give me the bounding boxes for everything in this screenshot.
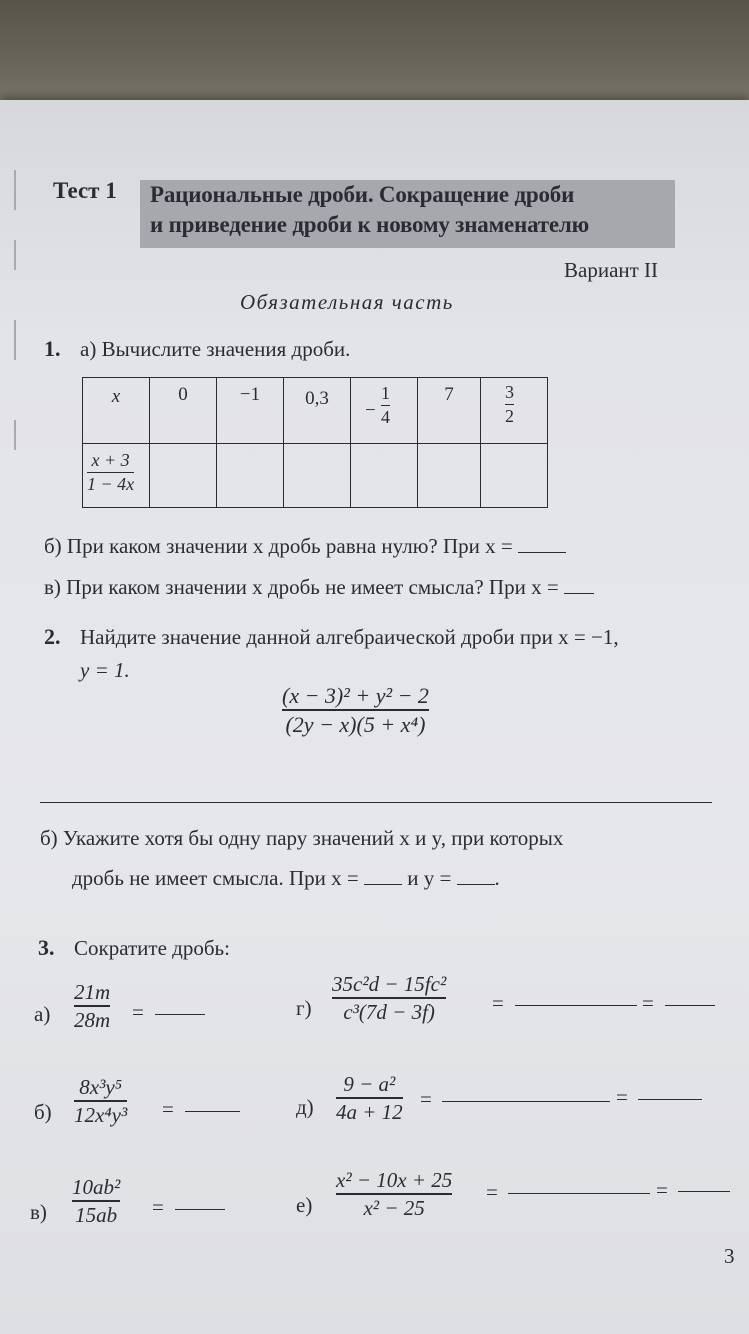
equals-sign: = <box>162 1097 174 1121</box>
equals-sign: = <box>656 1178 668 1202</box>
item-a-fraction <box>74 980 110 1032</box>
equals-sign: = <box>420 1087 432 1111</box>
minus-sign: − <box>365 400 376 421</box>
answer-cell[interactable] <box>217 444 284 508</box>
answer-cell[interactable] <box>284 444 351 508</box>
task-1-a-text: а) Вычислите значения дроби. <box>80 337 351 361</box>
answer-cell[interactable] <box>351 444 418 508</box>
item-d-label: д) <box>296 1095 314 1119</box>
task-2-text-line-1: Найдите значение данной алгебраической дроби при x = −1, <box>80 625 619 649</box>
answer-line[interactable] <box>175 1209 225 1210</box>
page-number: 3 <box>724 1244 735 1268</box>
table-cell-0-3: 0,3 <box>284 378 351 444</box>
title-line-2: и приведение дроби к новому знаменателю <box>150 212 589 237</box>
answer-blank[interactable] <box>518 551 566 553</box>
section-title: Обязательная часть <box>240 290 454 314</box>
answer-line[interactable] <box>40 802 712 803</box>
answer-blank[interactable] <box>564 592 594 594</box>
answer-line[interactable] <box>638 1099 702 1100</box>
period: . <box>494 866 500 890</box>
table-row-2-label <box>83 444 150 508</box>
fraction-denominator: 4a + 12 <box>336 1099 403 1124</box>
task-2-expression <box>282 683 429 738</box>
answer-cell[interactable] <box>481 444 548 508</box>
task-2-b-line-1: б) Укажите хотя бы одну пару значений x и y, при которых <box>40 826 564 850</box>
fraction-numerator: 10ab² <box>72 1175 121 1199</box>
fraction-denominator: c³(7d − 3f) <box>343 999 435 1024</box>
page-edge-mark <box>14 320 16 360</box>
answer-line[interactable] <box>185 1111 240 1112</box>
task-2-text-line-2: y = 1. <box>80 658 130 682</box>
answer-cell[interactable] <box>418 444 481 508</box>
fraction-numerator: x² − 10x + 25 <box>336 1168 453 1192</box>
title-line-1: Рациональные дроби. Сокращение дроби <box>150 182 575 207</box>
page-edge-mark <box>14 240 16 270</box>
answer-line[interactable] <box>442 1101 610 1102</box>
values-table <box>82 377 548 508</box>
task-2-number: 2. <box>44 624 61 649</box>
task-2-b-text-y: и y = <box>407 866 452 890</box>
table-head-x: x <box>83 378 150 444</box>
test-label: Тест 1 <box>53 178 117 203</box>
page-edge-mark <box>14 170 16 210</box>
task-2-b-line-2 <box>72 866 500 891</box>
fraction-numerator: 9 − a² <box>343 1072 396 1096</box>
answer-blank-x[interactable] <box>364 883 402 885</box>
task-1-number: 1. <box>44 336 61 361</box>
background-wall <box>0 0 749 110</box>
answer-line[interactable] <box>665 1005 715 1006</box>
fraction-expression <box>87 450 134 495</box>
item-b-fraction <box>74 1075 127 1127</box>
item-g-label: г) <box>296 996 312 1020</box>
task-1-v-question: в) При каком значении x дробь не имеет смысла? При x = <box>44 575 559 599</box>
fraction-numerator: 21m <box>74 980 111 1004</box>
table-cell-0: 0 <box>150 378 217 444</box>
item-b-label: б) <box>34 1100 52 1124</box>
answer-line[interactable] <box>678 1191 730 1192</box>
fraction-denominator: x² − 25 <box>363 1195 425 1220</box>
page-edge-mark <box>14 420 16 450</box>
fraction-denominator: 28m <box>74 1007 111 1032</box>
table-cell-minus-1: −1 <box>217 378 284 444</box>
answer-cell[interactable] <box>150 444 217 508</box>
task-2-b-text-x: дробь не имеет смысла. При x = <box>72 866 359 890</box>
equals-sign: = <box>152 1195 164 1219</box>
item-g-fraction <box>332 972 446 1024</box>
fraction-denominator: 4 <box>381 407 390 428</box>
fraction-quarter <box>381 383 390 428</box>
fraction-denominator: 2 <box>505 406 514 427</box>
item-v-fraction <box>72 1175 120 1227</box>
fraction-denominator: 12x⁴y³ <box>74 1102 128 1127</box>
equals-sign: = <box>492 991 504 1015</box>
table-cell-minus-quarter <box>351 378 418 444</box>
fraction-denominator: 15ab <box>75 1202 118 1227</box>
item-d-fraction <box>336 1072 403 1124</box>
task-1-b-text <box>44 534 566 559</box>
item-e-label: е) <box>296 1193 313 1217</box>
fraction-numerator: (x − 3)² + y² − 2 <box>282 683 429 708</box>
fraction-three-halves <box>505 382 514 427</box>
fraction-numerator: x + 3 <box>91 450 130 470</box>
answer-line[interactable] <box>508 1193 650 1194</box>
fraction-numerator: 3 <box>505 382 514 402</box>
fraction-denominator: 1 − 4x <box>87 474 135 495</box>
task-1-b-question: б) При каком значении x дробь равна нулю? При x = <box>44 534 513 558</box>
item-a-label: а) <box>34 1002 51 1026</box>
equals-sign: = <box>642 991 654 1015</box>
fraction-numerator: 8x³y⁵ <box>79 1075 122 1099</box>
fraction-numerator: 1 <box>381 383 390 403</box>
variant-label: Вариант II <box>564 258 659 282</box>
task-3-number: 3. <box>38 935 55 960</box>
item-v-label: в) <box>30 1200 47 1224</box>
task-3-title: Сократите дробь: <box>74 936 230 960</box>
task-1-v-text <box>44 575 594 600</box>
equals-sign: = <box>132 1000 144 1024</box>
fraction-denominator: (2y − x)(5 + x⁴) <box>285 712 426 738</box>
table-cell-three-halves <box>481 378 548 444</box>
item-e-fraction <box>336 1168 452 1220</box>
answer-blank-y[interactable] <box>457 883 495 885</box>
fraction-numerator: 35c²d − 15fc² <box>332 972 447 996</box>
table-cell-7: 7 <box>418 378 481 444</box>
answer-line[interactable] <box>515 1005 637 1006</box>
answer-line[interactable] <box>155 1014 205 1015</box>
equals-sign: = <box>616 1085 628 1109</box>
equals-sign: = <box>486 1180 498 1204</box>
